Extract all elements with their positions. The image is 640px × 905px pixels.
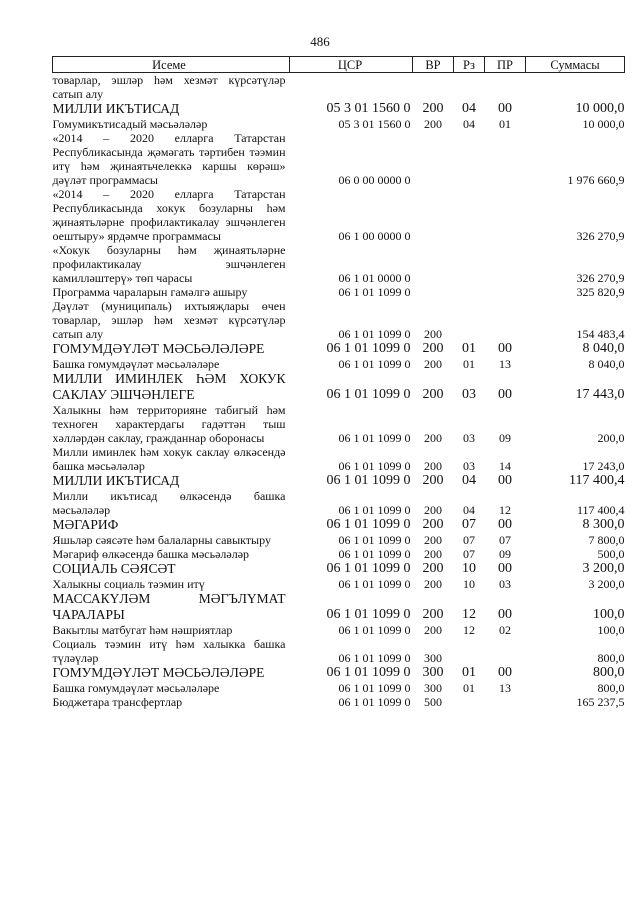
page-number: 486 [310,34,330,49]
cell-rz [454,299,485,341]
cell-pr [485,299,526,341]
cell-csr: 06 1 01 1099 0 [326,473,411,488]
cell-csr: 06 1 01 1099 0 [338,327,411,341]
cell-rz: 01 [462,341,476,356]
cell-vr [413,285,454,299]
cell-name: Яшьләр сәясәте һәм балаларны савыктыру [52,533,271,547]
cell-sum: 117 400,4 [569,473,625,488]
cell-csr: 06 0 00 0000 0 [338,173,411,187]
cell-pr: 13 [499,357,511,371]
cell-pr [485,73,526,102]
table-row [53,623,625,637]
cell-vr: 200 [422,387,444,402]
cell-sum: 8 040,0 [582,341,625,356]
cell-csr: 06 1 01 1099 0 [338,533,411,547]
cell-csr: 06 1 01 1099 0 [338,651,411,665]
cell-rz: 12 [462,607,476,622]
cell-sum: 326 270,9 [576,229,625,243]
cell-csr: 06 1 01 1099 0 [338,431,411,445]
cell-sum: 154 483,4 [576,327,625,341]
cell-pr [485,131,526,187]
cell-pr: 00 [498,517,512,532]
cell-vr [413,243,454,285]
cell-rz: 03 [463,431,475,445]
cell-name: Башка гомумдәүләт мәсьәләләре [52,357,220,371]
cell-name: Социаль тәэмин итү һәм халыкка башка түләүләр [52,637,286,665]
cell-pr: 00 [498,473,512,488]
table-row [53,473,625,489]
cell-name: Программа чараларын гамәлгә ашыру [52,285,248,299]
cell-name: «2014 – 2020 елларга Татарстан Республикасында хокук бозуларны һәм җинаятьләрне профилактикалау эшчәнлеген оештыру» ярдәмче программасы [52,187,286,243]
cell-name: Милли икътисад өлкәсендә башка мәсьәләләр [52,489,286,517]
table-row [53,489,625,517]
cell-pr: 03 [499,577,511,591]
cell-vr: 200 [424,547,442,561]
cell-csr: 05 3 01 1560 0 [338,117,411,131]
cell-pr: 07 [499,533,511,547]
table-row [53,117,625,131]
cell-vr: 200 [424,577,442,591]
cell-rz [454,637,485,665]
table-row [53,341,625,357]
cell-name: Дәүләт (муниципаль) ихтыяҗлары өчен товарлар, эшләр һәм хезмәт күрсәтүләр сатып алу [52,299,286,341]
cell-vr: 200 [424,623,442,637]
table-row [53,403,625,445]
cell-pr: 00 [498,387,512,402]
cell-pr: 02 [499,623,511,637]
cell-rz: 03 [463,459,475,473]
header-pr: ПР [485,57,526,73]
cell-pr [485,243,526,285]
cell-vr: 200 [422,607,444,622]
cell-sum: 325 820,9 [576,285,625,299]
table-row [53,681,625,695]
cell-name: МӘГАРИФ [52,517,119,532]
cell-csr: 05 3 01 1560 0 [326,101,411,116]
cell-name: Милли иминлек һәм хокук саклау өлкәсендә башка мәсьәләләр [52,445,286,473]
cell-csr: 06 1 01 1099 0 [326,517,411,532]
cell-name: Бюджетара трансфертлар [52,695,183,709]
cell-csr: 06 1 01 1099 0 [338,459,411,473]
header-vr: ВР [413,57,454,73]
cell-sum: 165 237,5 [576,695,625,709]
cell-csr: 06 1 01 0000 0 [338,271,411,285]
cell-rz: 01 [463,357,475,371]
cell-csr: 06 1 01 1099 0 [338,695,411,709]
cell-name: Халыкны социаль тәэмин итү [52,577,205,591]
cell-sum: 10 000,0 [582,117,625,131]
cell-name: МИЛЛИ ИКЪТИСАД [52,101,180,116]
cell-name: МАССАКҮЛӘМ МӘГЪЛҮМАТ ЧАРАЛАРЫ [52,591,286,622]
cell-sum: 10 000,0 [575,101,625,116]
cell-vr: 300 [424,651,442,665]
cell-sum: 1 976 660,9 [567,173,625,187]
table-row [53,101,625,117]
cell-sum: 17 243,0 [582,459,625,473]
table-row [53,533,625,547]
cell-rz: 01 [462,665,476,680]
cell-pr [485,187,526,243]
cell-vr: 300 [424,681,442,695]
header-rz: Рз [454,57,485,73]
table-row [53,547,625,561]
cell-pr: 00 [498,561,512,576]
cell-rz [454,695,485,709]
cell-vr: 200 [424,357,442,371]
cell-vr: 200 [424,117,442,131]
cell-vr: 300 [422,665,444,680]
cell-name: «Хокук бозуларны һәм җинаятьләрне профилактикалау эшчәнлеген камилләштерү» төп чарасы [52,243,286,285]
cell-name: Гомумикътисадый мәсьәләләр [52,117,208,131]
table-row [53,665,625,681]
table-body [53,73,625,710]
cell-rz: 12 [463,623,475,637]
table-row [53,243,625,285]
cell-vr: 200 [422,101,444,116]
cell-vr: 200 [422,473,444,488]
cell-rz: 04 [462,473,476,488]
cell-rz [454,131,485,187]
cell-csr: 06 1 01 1099 0 [326,387,411,402]
table-row [53,131,625,187]
table-row [53,591,625,623]
cell-pr [485,695,526,709]
table-row [53,577,625,591]
cell-name: ГОМУМДӘҮЛӘТ МӘСЬӘЛӘЛӘРЕ [52,665,265,680]
cell-vr: 200 [422,561,444,576]
cell-csr: 06 1 01 1099 0 [338,547,411,561]
cell-sum: 100,0 [593,607,625,622]
cell-vr: 200 [424,459,442,473]
cell-rz [454,243,485,285]
cell-rz: 07 [463,547,475,561]
cell-csr: 06 1 01 1099 0 [326,665,411,680]
cell-pr: 09 [499,547,511,561]
cell-sum: 100,0 [597,623,625,637]
header-name: Исеме [53,57,290,73]
cell-rz: 10 [463,577,475,591]
header-sum: Суммасы [526,57,625,73]
cell-sum: 117 400,4 [576,503,625,517]
cell-vr: 200 [424,533,442,547]
cell-sum: 800,0 [597,681,625,695]
cell-rz [454,73,485,102]
cell-name: МИЛЛИ ИМИНЛЕК ҺӘМ ХОКУК САКЛАУ ЭШЧӘНЛЕГЕ [52,371,286,402]
cell-name: товарлар, эшләр һәм хезмәт күрсәтүләр сатып алу [52,73,286,101]
cell-vr: 200 [422,517,444,532]
cell-sum: 7 800,0 [588,533,625,547]
cell-csr: 06 1 01 1099 0 [326,561,411,576]
cell-sum: 200,0 [597,431,625,445]
cell-name: Вакытлы матбугат һәм нәшриятлар [52,623,233,637]
cell-csr: 06 1 01 1099 0 [338,503,411,517]
table-header [53,57,625,73]
cell-pr: 13 [499,681,511,695]
table-row [53,73,625,102]
cell-sum: 500,0 [597,547,625,561]
cell-name: ГОМУМДӘҮЛӘТ МӘСЬӘЛӘЛӘРЕ [52,341,265,356]
table-row [53,445,625,473]
cell-sum: 3 200,0 [582,561,625,576]
table-row [53,187,625,243]
cell-vr [413,73,454,102]
cell-vr [413,187,454,243]
cell-vr: 200 [424,327,442,341]
cell-csr: 06 1 01 1099 0 [338,285,411,299]
table-row [53,637,625,665]
cell-csr: 06 1 01 1099 0 [338,623,411,637]
table-row [53,299,625,341]
cell-csr: 06 1 01 1099 0 [326,341,411,356]
cell-csr: 06 1 01 1099 0 [326,607,411,622]
cell-sum: 8 040,0 [588,357,625,371]
cell-rz [454,285,485,299]
cell-pr: 00 [498,341,512,356]
budget-table [52,56,625,709]
cell-vr: 200 [422,341,444,356]
cell-sum: 3 200,0 [588,577,625,591]
cell-name: Башка гомумдәүләт мәсьәләләре [52,681,220,695]
cell-name: Халыкны һәм территорияне табигый һәм техноген характердагы гадәттән тыш хәлләрдән саклау, гражданнар оборонасы [52,403,286,445]
cell-pr: 01 [499,117,511,131]
cell-rz: 03 [462,387,476,402]
cell-rz: 10 [462,561,476,576]
cell-name: «2014 – 2020 елларга Татарстан Республикасында җәмәгать тәртибен тәэмин итү һәм җинаятьчелеккә каршы көрәш» дәүләт программасы [52,131,286,187]
table-row [53,357,625,371]
cell-rz: 04 [462,101,476,116]
cell-sum: 17 443,0 [575,387,625,402]
cell-pr: 00 [498,665,512,680]
table-row [53,285,625,299]
table-row [53,695,625,709]
cell-rz: 07 [463,533,475,547]
table-row [53,517,625,533]
header-csr: ЦСР [290,57,413,73]
cell-sum: 800,0 [593,665,625,680]
cell-pr: 09 [499,431,511,445]
cell-rz: 04 [463,503,475,517]
cell-csr: 06 1 01 1099 0 [338,681,411,695]
cell-csr [290,73,413,102]
cell-csr: 06 1 01 1099 0 [338,577,411,591]
cell-vr: 200 [424,431,442,445]
cell-vr: 200 [424,503,442,517]
header-row [53,57,625,73]
cell-sum [526,73,625,102]
cell-pr: 00 [498,607,512,622]
table-row [53,371,625,403]
cell-name: СОЦИАЛЬ СӘЯСӘТ [52,561,176,576]
cell-name: МИЛЛИ ИКЪТИСАД [52,473,180,488]
cell-rz [454,187,485,243]
cell-rz: 01 [463,681,475,695]
cell-csr: 06 1 00 0000 0 [338,229,411,243]
cell-pr: 14 [499,459,511,473]
cell-pr: 00 [498,101,512,116]
table-row [53,561,625,577]
cell-rz: 07 [462,517,476,532]
cell-pr: 12 [499,503,511,517]
cell-sum: 8 300,0 [582,517,625,532]
cell-sum: 326 270,9 [576,271,625,285]
cell-vr: 500 [424,695,442,709]
cell-sum: 800,0 [597,651,625,665]
cell-pr [485,285,526,299]
cell-vr [413,131,454,187]
cell-rz: 04 [463,117,475,131]
cell-pr [485,637,526,665]
cell-csr: 06 1 01 1099 0 [338,357,411,371]
cell-name: Мәгариф өлкәсендә башка мәсьәләләр [52,547,250,561]
